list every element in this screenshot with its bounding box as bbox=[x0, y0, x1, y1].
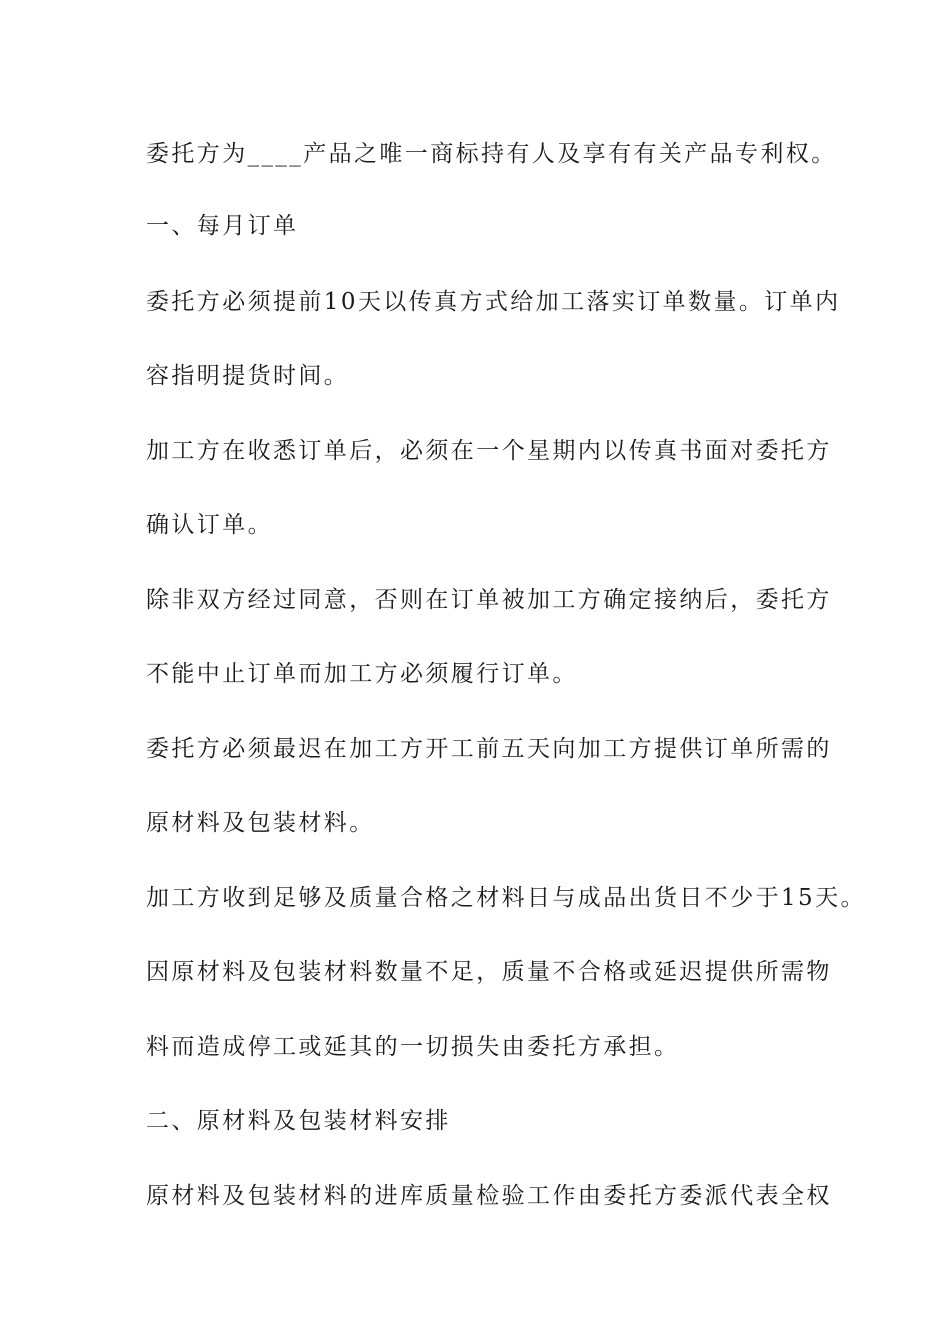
section-heading-monthly-orders: 一、每月订单 bbox=[146, 213, 299, 239]
paragraph-inspection-line-1: 原材料及包装材料的进库质量检验工作由委托方委派代表全权 bbox=[146, 1183, 832, 1209]
paragraph-order-cancel-line-1: 除非双方经过同意，否则在订单被加工方确定接纳后，委托方 bbox=[146, 587, 832, 613]
paragraph-order-confirm-line-1: 加工方在收悉订单后，必须在一个星期内以传真书面对委托方 bbox=[146, 438, 832, 464]
paragraph-order-fax-line-1: 委托方必须提前10天以传真方式给加工落实订单数量。订单内 bbox=[146, 289, 841, 315]
paragraph-order-confirm-line-2: 确认订单。 bbox=[146, 512, 273, 538]
paragraph-shortage-liability-line-2: 料而造成停工或延其的一切损失由委托方承担。 bbox=[146, 1034, 680, 1060]
paragraph-materials-supply-line-2: 原材料及包装材料。 bbox=[146, 810, 375, 836]
paragraph-materials-supply-line-1: 委托方必须最迟在加工方开工前五天向加工方提供订单所需的 bbox=[146, 736, 832, 762]
paragraph-order-cancel-line-2: 不能中止订单而加工方必须履行订单。 bbox=[146, 661, 578, 687]
paragraph-shortage-liability-line-1: 因原材料及包装材料数量不足，质量不合格或延迟提供所需物 bbox=[146, 959, 832, 985]
paragraph-trademark-owner: 委托方为____产品之唯一商标持有人及享有有关产品专利权。 bbox=[146, 141, 837, 167]
section-heading-materials-arrangement: 二、原材料及包装材料安排 bbox=[146, 1108, 451, 1134]
paragraph-shipping-lead-time: 加工方收到足够及质量合格之材料日与成品出货日不少于15天。 bbox=[146, 885, 866, 911]
paragraph-order-fax-line-2: 容指明提货时间。 bbox=[146, 363, 350, 389]
